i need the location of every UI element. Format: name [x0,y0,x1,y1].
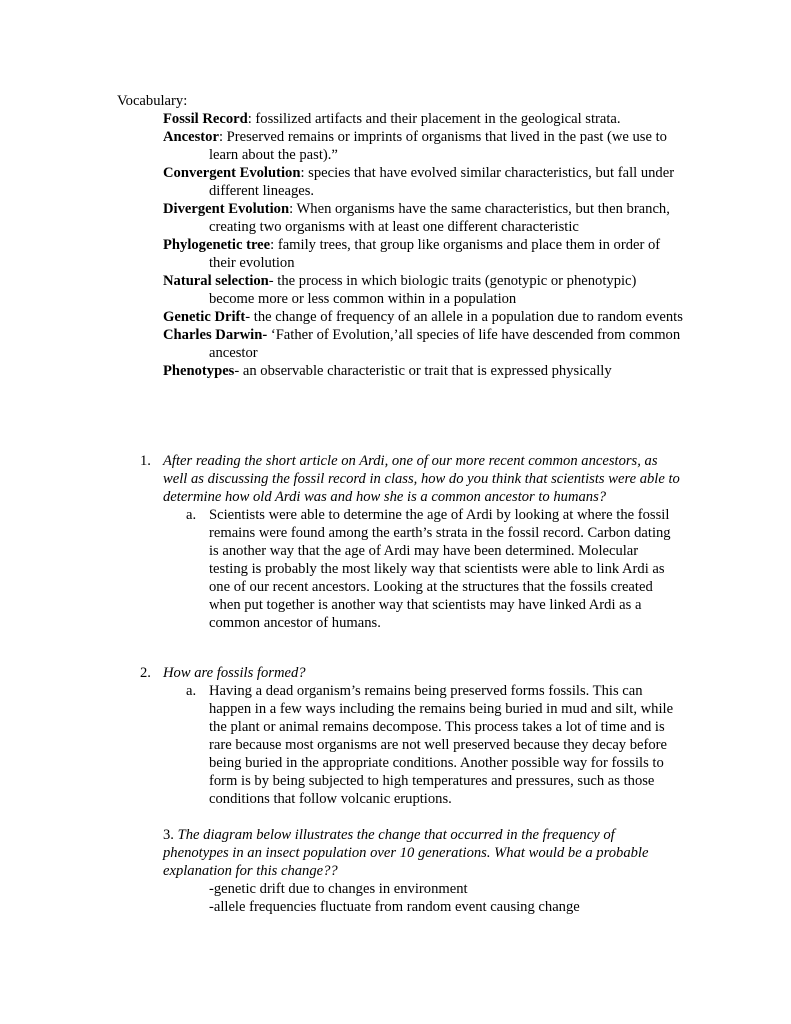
answer-text: Having a dead organism’s remains being preserved forms fossils. This can happen in a few ways including the remains being buried in mud and silt, while the plant or animal remains decompose. This process takes a lot of time and is rare because most organisms are not well preserved because they decay before being buried in the appropriate conditions. Another possible way for fossils to form is by being subjected to high temperatures and pressures, such as those conditions that follow volcanic eruptions. [209,683,674,807]
question-number: 1. [140,453,151,469]
vocab-item [163,128,683,164]
vocab-definition: - an observable characteristic or trait that is expressed physically [234,363,612,379]
question-text: After reading the short article on Ardi, one of our more recent common ancestors, as well as discussing the fossil record in class, how do you think that scientists were able to determine how old Ardi was and how she is a common ancestor to humans? [163,453,680,505]
vocab-item [163,110,683,128]
vocab-term: Fossil Record [163,111,248,127]
question-text: The diagram below illustrates the change that occurred in the frequency of phenotypes in an insect population over 10 generations. What would be a probable explanation for this change?? [163,827,649,879]
question-number: 2. [140,665,151,681]
vocab-definition: - the change of frequency of an allele in a population due to random events [245,309,683,325]
vocab-definition: : family trees, that group like organisms and place them in order of their evolution [209,237,661,271]
vocab-item [163,326,683,362]
answer-letter: a. [186,507,197,523]
question-number: 3. [163,827,174,843]
vocab-term: Divergent Evolution [163,201,290,217]
vocabulary-heading: Vocabulary: [117,93,188,109]
vocab-item [163,164,683,200]
vocab-term: Ancestor [163,129,219,145]
answer-a [186,506,680,632]
vocabulary-list [163,110,683,380]
vocab-term: Phylogenetic tree [163,237,271,253]
vocab-term: Charles Darwin- [163,327,268,343]
vocab-item [163,362,683,380]
vocab-item [163,272,683,308]
answer-list [209,880,663,916]
vocab-item [163,200,683,236]
question-3 [163,826,663,916]
question-text-block [163,826,663,880]
vocab-term: Convergent Evolution [163,165,301,181]
answer-line: -allele frequencies fluctuate from random event causing change [209,899,580,915]
question-1 [140,452,680,632]
vocab-term: Natural selection [163,273,269,289]
answer-line: -genetic drift due to changes in environment [209,881,468,897]
vocab-definition: - the process in which biologic traits (genotypic or phenotypic) become more or less common within in a population [209,273,637,307]
question-2 [140,664,680,808]
answer-text: Scientists were able to determine the age of Ardi by looking at where the fossil remains were found among the earth’s strata in the fossil record. Carbon dating is another way that the age of Ardi may have been determined. Molecular testing is probably the most likely way that scientists were able to link Ardi as one of our recent ancestors. Looking at the structures that the fossils created when put together is another way that scientists may have linked Ardi as a common ancestor of humans. [209,507,671,631]
vocab-term: Phenotypes [163,363,235,379]
vocab-definition: : fossilized artifacts and their placement in the geological strata. [247,111,621,127]
vocab-item [163,236,683,272]
vocab-term: Genetic Drift [163,309,246,325]
question-text: How are fossils formed? [163,665,306,681]
answer-a [186,682,680,808]
answer-letter: a. [186,683,197,699]
vocab-definition: : species that have evolved similar characteristics, but fall under different lineages. [209,165,675,199]
vocab-definition: ‘Father of Evolution,’all species of life have descended from common ancestor [209,327,681,361]
vocab-definition: : Preserved remains or imprints of organisms that lived in the past (we use to learn about the past).” [209,129,667,163]
vocab-definition: : When organisms have the same characteristics, but then branch, creating two organisms with at least one different characteristic [209,201,670,235]
vocab-item [163,308,683,326]
